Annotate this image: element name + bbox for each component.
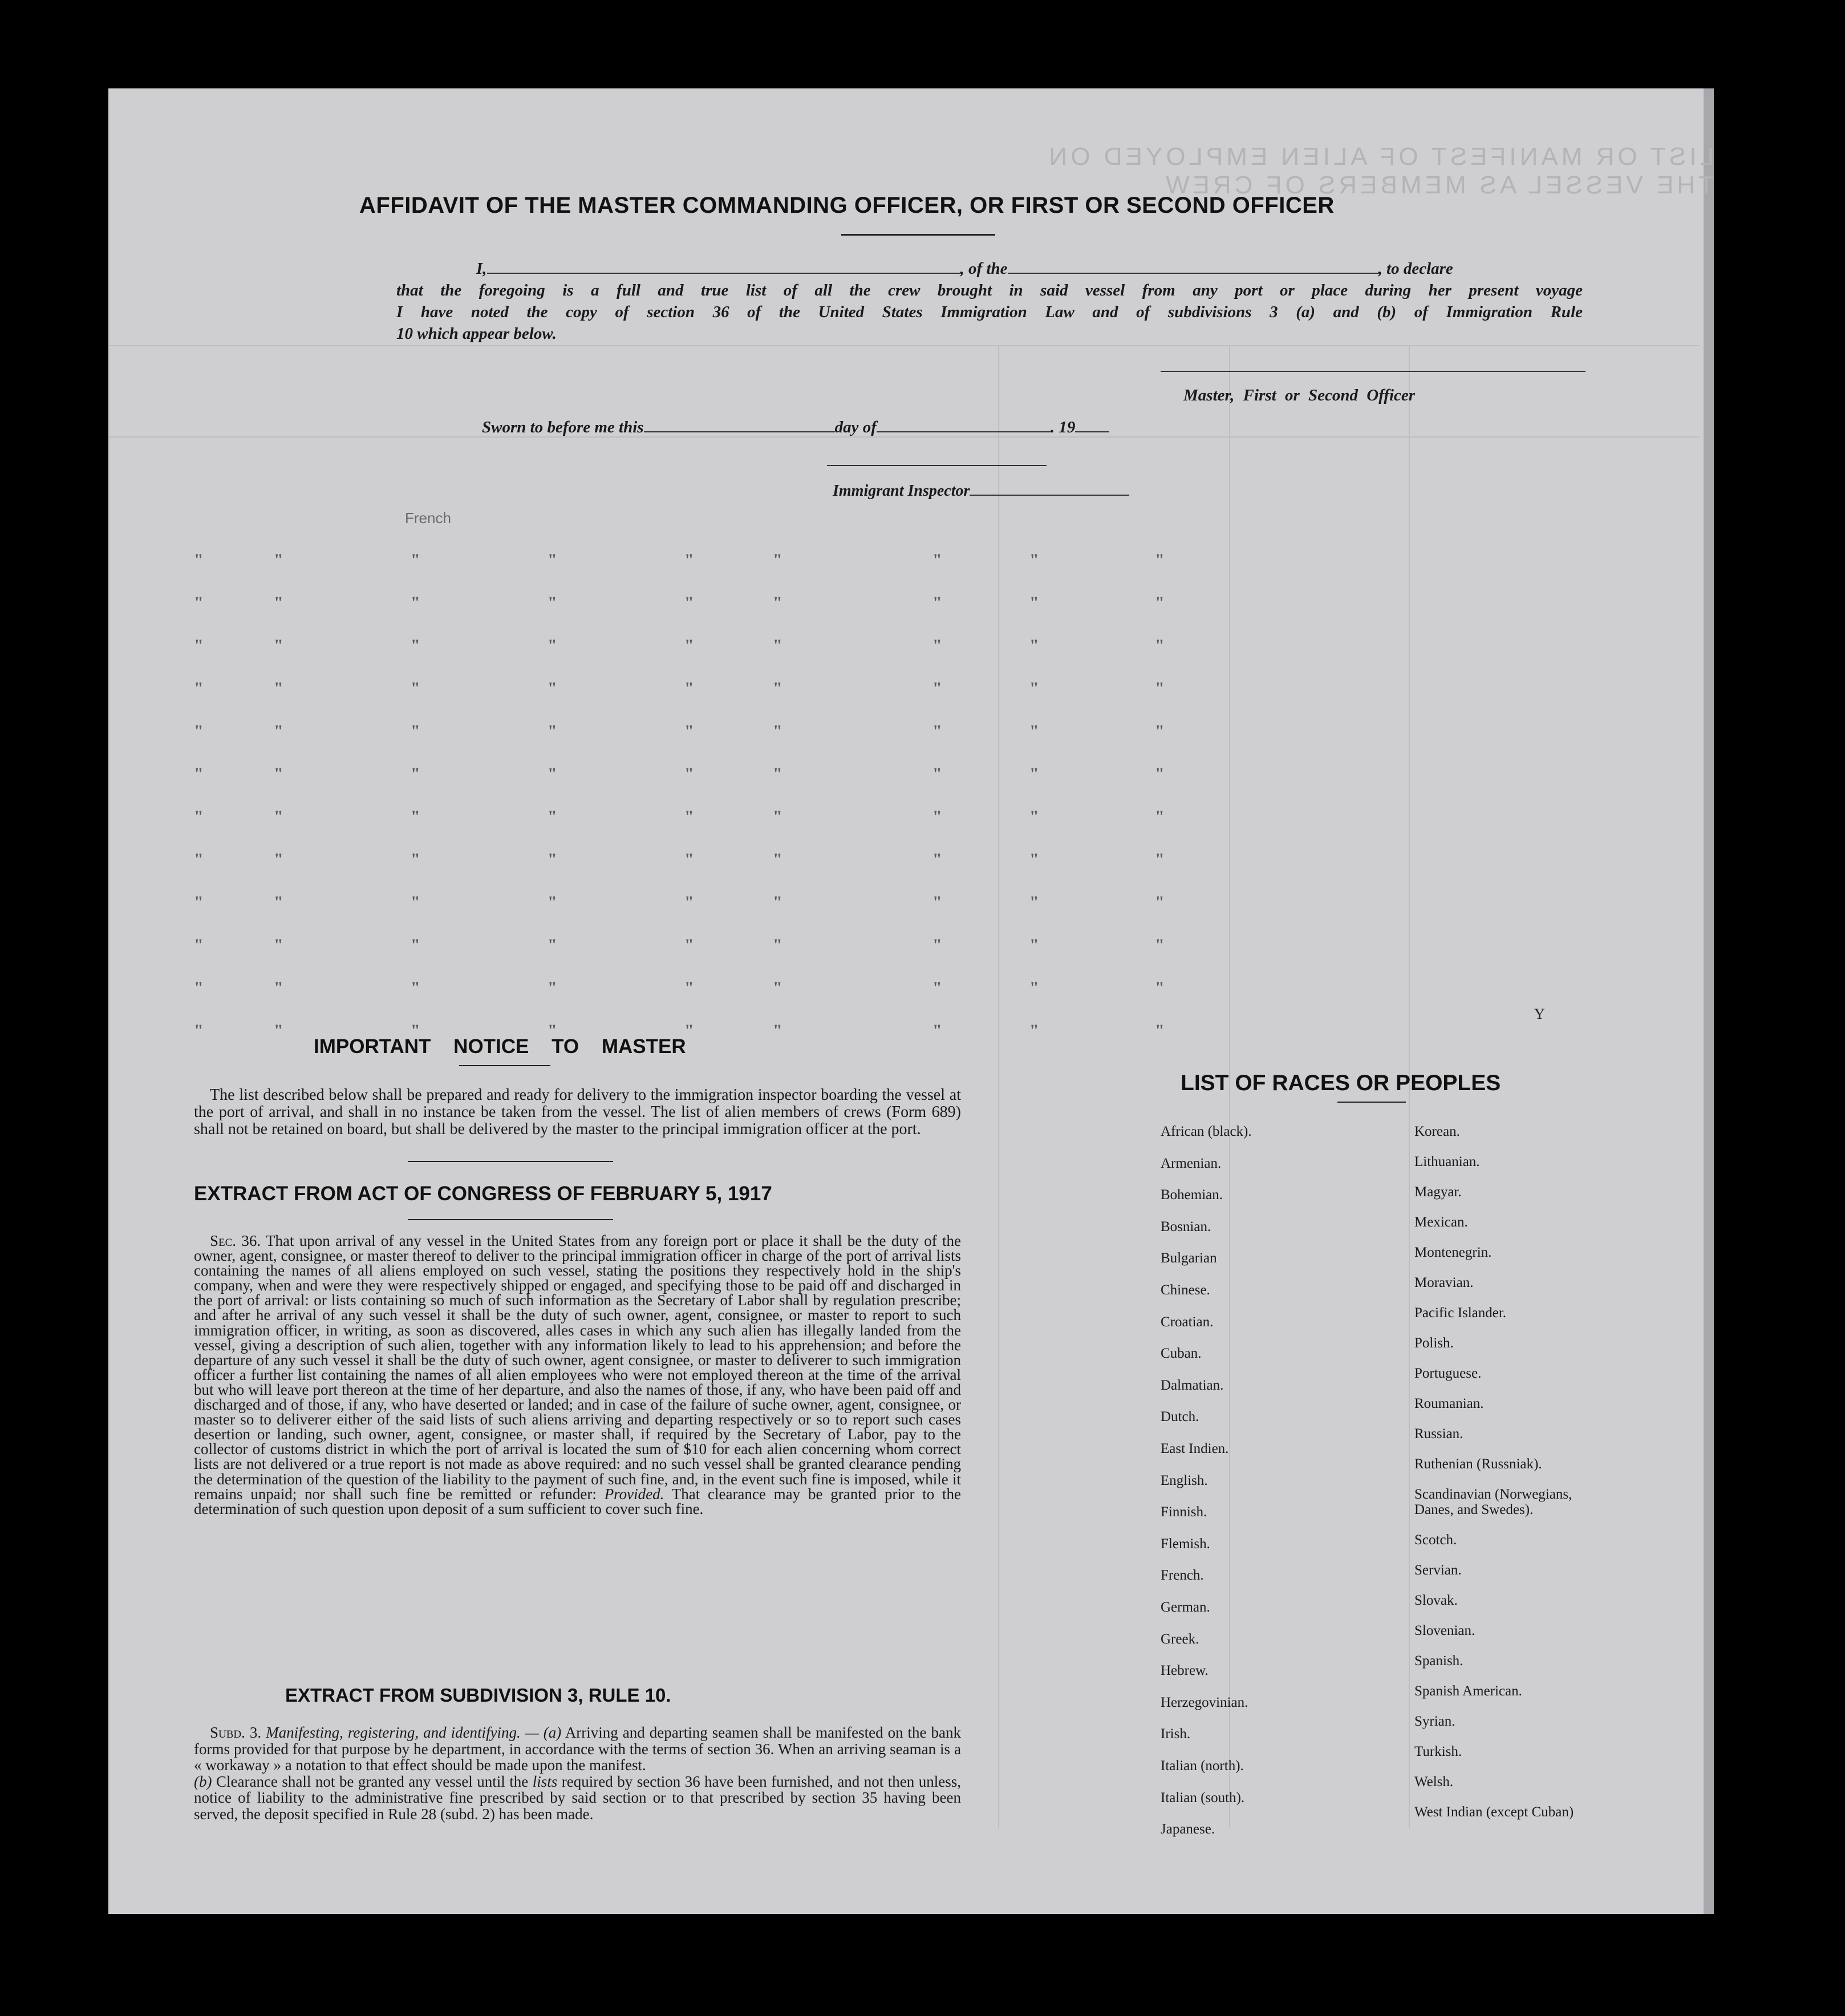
affidavit-line4: 10 which appear below.: [396, 325, 557, 343]
ditto-mark: ": [1155, 807, 1165, 826]
ditto-mark: ": [684, 1021, 694, 1040]
vessel-blank: [1008, 273, 1378, 274]
races-title-rule: [1337, 1102, 1406, 1103]
ditto-mark: ": [773, 936, 782, 954]
ditto-mark: ": [684, 850, 694, 869]
race-item: Bosnian.: [1161, 1218, 1211, 1234]
ditto-mark: ": [548, 1021, 557, 1040]
race-item: Herzegovinian.: [1161, 1694, 1248, 1710]
ditto-mark: ": [773, 807, 782, 826]
ditto-mark: ": [274, 764, 283, 783]
ditto-mark: ": [932, 850, 942, 869]
inspector-signature-line: [827, 465, 1047, 466]
ditto-mark: ": [411, 807, 420, 826]
race-item: Syrian.: [1414, 1714, 1455, 1729]
race-item: Finnish.: [1161, 1504, 1207, 1520]
race-item: Scandinavian (Norwegians,: [1414, 1487, 1572, 1502]
affidavit-line3: I have noted the copy of section 36 of the United States Immigration Law and of subdivisions 3 (a) and (b) of Immigration Rule: [396, 303, 1583, 321]
extract-rule-title: EXTRACT FROM SUBDIVISION 3, RULE 10.: [285, 1685, 671, 1706]
punch-hole: [1751, 279, 1774, 302]
notice-title: [314, 1035, 686, 1058]
ditto-mark: ": [773, 593, 782, 612]
ditto-mark: ": [194, 679, 204, 698]
race-item: Croatian.: [1161, 1314, 1214, 1330]
race-item: Dutch.: [1161, 1409, 1199, 1425]
title-rule: [841, 234, 995, 236]
punch-hole: [1750, 1335, 1773, 1358]
ditto-mark: ": [684, 550, 694, 569]
punch-hole: [1750, 365, 1773, 387]
ditto-mark: ": [684, 722, 694, 740]
punch-hole: [1750, 728, 1773, 751]
race-item: German.: [1161, 1600, 1210, 1615]
ditto-mark: ": [1155, 936, 1165, 954]
ditto-mark: ": [1029, 550, 1039, 569]
ditto-mark: ": [773, 722, 782, 740]
affidavit-title: AFFIDAVIT OF THE MASTER COMMANDING OFFICER, OR FIRST OR SECOND OFFICER: [359, 193, 1335, 218]
ditto-mark: ": [274, 850, 283, 869]
race-item: Ruthenian (Russniak).: [1414, 1456, 1542, 1472]
ditto-mark: ": [1029, 978, 1039, 997]
ditto-mark: ": [773, 978, 782, 997]
ditto-mark: ": [548, 764, 557, 783]
ditto-mark: ": [1155, 893, 1165, 912]
extract-rule-subd-heading: Manifesting, registering, and identifying.: [266, 1724, 521, 1741]
ditto-mark: ": [932, 550, 942, 569]
race-item: Turkish.: [1414, 1744, 1462, 1759]
ditto-mark: ": [932, 978, 942, 997]
ditto-mark: ": [773, 550, 782, 569]
ditto-mark: ": [194, 893, 204, 912]
ditto-mark: ": [274, 636, 283, 655]
punch-hole: [1750, 1610, 1773, 1633]
race-item: Slovenian.: [1414, 1623, 1475, 1638]
extract-act-body: That upon arrival of any vessel in the United States from any foreign port or place it shall be the duty of the owner, agent, consignee, or master thereof to deliver to the principal immigration officer in charge of the port of arrival lists containing the names of all aliens employed on such vessel, stating the positions they respectively hold in the ship's company, when and were they were respectively shipped or engaged, and specifying those to be paid off and discharged in the port of arrival: or lists containing so much of such information as the Secretary of Labor shall by regulation prescribe; and after he arrival of any such vessel it shall be the duty of such owner, agent, consignee, or master to report to such immigration officer, in writing, as soon as discovered, alles cases in which any such alien has illegally landed from the vessel, giving a description of such alien, together with any information likely to lead to his apprehension; and before the departure of any such vessel it shall be the duty of such owner, agent consignee, or master to deliverer to such immigration officer a further list containing the names of all alien employees who were not employed thereon at the time of the arrival but who will leave port thereon at the time of her departure, and also the names of those, if any, who have been paid off and discharged and of those, if any, who have deserted or landed; and in case of the failure of suche owner, agent, consignee, or master so to deliverer either of the said lists of such aliens arriving and departing respectively or so to report such cases desertion or landing, such owner, agent, consignee, or master shall, if required by the Secretary of Labor, pay to the collector of customs district in which the port of arrival is located the sum of $10 for each alien concerning whom correct lists are not delivered or a true report is not made as above required: and no such vessel shall be granted clearance pending the determination of the question of the liability to the payment of such fine, and, in the event such fine is imposed, while it remains unpaid; nor shall such fine be remitted or refunder:: [194, 1232, 962, 1503]
race-item: French.: [1161, 1568, 1204, 1584]
race-item: Lithuanian.: [1414, 1154, 1480, 1169]
punch-hole: [1727, 196, 1750, 218]
ditto-mark: ": [1155, 764, 1165, 783]
ditto-mark: ": [548, 550, 557, 569]
race-item: Bohemian.: [1161, 1187, 1223, 1203]
extract-rule-text: [194, 1724, 961, 1822]
race-item: Servian.: [1414, 1562, 1462, 1578]
signature-label: Master, First or Second Officer: [1183, 386, 1416, 404]
ditto-mark: ": [194, 722, 204, 740]
ditto-mark: ": [1029, 722, 1039, 740]
ditto-mark: ": [194, 936, 204, 954]
ditto-mark: ": [932, 722, 942, 740]
ditto-mark: ": [932, 1021, 942, 1040]
affidavit-to-declare: , to declare: [1378, 260, 1453, 278]
sworn-date-blank: [644, 431, 835, 432]
ditto-mark: ": [684, 636, 694, 655]
notice-title-notice: NOTICE: [453, 1035, 529, 1058]
extract-rule-a-label: — (a): [525, 1724, 562, 1741]
sworn-day-label: day of: [834, 418, 877, 436]
ditto-mark: ": [773, 1021, 782, 1040]
notice-title-important: IMPORTANT: [314, 1035, 431, 1058]
bleed-through-header: LIST OR MANIFEST OF ALIEN EMPLOYED ON THE VESSEL AS MEMBERS OF CREW: [1045, 143, 1714, 199]
race-item: Polish.: [1414, 1335, 1454, 1351]
ditto-mark: ": [548, 978, 557, 997]
affidavit-line1: [476, 260, 1453, 278]
sworn-month-blank: [877, 431, 1051, 432]
ditto-mark: ": [194, 636, 204, 655]
ditto-mark: ": [194, 978, 204, 997]
ditto-mark: ": [773, 679, 782, 698]
race-item: Mexican.: [1414, 1215, 1468, 1230]
ditto-mark: ": [274, 936, 283, 954]
race-item: Flemish.: [1161, 1536, 1210, 1552]
bleed-through-french: French: [405, 509, 451, 527]
ditto-mark: ": [773, 636, 782, 655]
ditto-mark: ": [411, 850, 420, 869]
race-item: Welsh.: [1414, 1774, 1454, 1790]
ditto-mark: ": [1155, 679, 1165, 698]
ditto-mark: ": [274, 807, 283, 826]
race-item: Spanish.: [1414, 1653, 1463, 1669]
sworn-prefix: Sworn to before me this: [482, 418, 644, 436]
ditto-mark: ": [548, 807, 557, 826]
ditto-mark: ": [548, 593, 557, 612]
ditto-mark: ": [411, 936, 420, 954]
races-title-list-of: LIST OF: [1181, 1071, 1266, 1095]
race-item: Greek.: [1161, 1631, 1199, 1647]
ditto-mark: ": [932, 893, 942, 912]
ditto-mark: ": [274, 1021, 283, 1040]
ditto-mark: ": [411, 679, 420, 698]
ditto-mark: ": [1029, 679, 1039, 698]
ditto-mark: ": [194, 1021, 204, 1040]
race-item: West Indian (except Cuban): [1414, 1804, 1574, 1820]
punch-hole: [1750, 1697, 1773, 1719]
race-item: Danes, and Swedes).: [1414, 1502, 1534, 1517]
ditto-mark: ": [684, 978, 694, 997]
extract-rule-a-text: Arriving and departing seamen shall be manifested on the bank forms provided for that purpose by he department, in accordance with the terms of section 36. When an arriving seaman is a « workaway » a notation to that effect should be made upon the manifest.: [194, 1724, 962, 1774]
punch-hole: [1721, 265, 1744, 288]
race-item: Hebrew.: [1161, 1663, 1209, 1679]
ditto-mark: ": [274, 679, 283, 698]
race-item: Magyar.: [1414, 1184, 1462, 1200]
affidavit-line2: that the foregoing is a full and true list of all the crew brought in said vessel from any port or place during her present voyage: [396, 281, 1583, 299]
document-page: [108, 88, 1714, 1914]
ditto-mark: ": [274, 893, 283, 912]
ditto-mark: ": [1029, 893, 1039, 912]
races-title-races: RACES: [1272, 1071, 1350, 1095]
page-edge-shadow: [1704, 88, 1714, 1914]
ditto-mark: ": [1029, 764, 1039, 783]
extract-act-proviso-label: Provided.: [604, 1485, 664, 1503]
ditto-mark: ": [684, 764, 694, 783]
notice-bottom-rule: [408, 1161, 613, 1162]
ditto-mark: ": [411, 978, 420, 997]
extract-rule-b-post: required by section 36 have been furnished, and not then unless, notice of liability to the administrative fine prescribed by said section or to that prescribed by section 35 having been served, the deposit specified in Rule 28 (subd. 2) has been made.: [194, 1772, 962, 1823]
notice-title-to: TO: [552, 1035, 579, 1058]
ditto-mark: ": [548, 936, 557, 954]
ditto-mark: ": [1029, 936, 1039, 954]
name-blank: [487, 273, 960, 274]
race-item: Cuban.: [1161, 1346, 1202, 1362]
race-item: Portuguese.: [1414, 1366, 1482, 1381]
sworn-year-label: . 19: [1050, 418, 1076, 436]
race-item: Russian.: [1414, 1426, 1463, 1442]
extract-rule-b-pre: Clearance shall not be granted any vessel until the: [216, 1772, 529, 1790]
ditto-mark: ": [1029, 850, 1039, 869]
extract-rule-b-lists: lists: [532, 1772, 558, 1790]
ditto-mark: ": [194, 764, 204, 783]
extract-act-title: EXTRACT FROM ACT OF CONGRESS OF FEBRUARY 5, 1917: [194, 1183, 772, 1205]
ditto-mark: ": [548, 679, 557, 698]
bleed-through-mark: Y: [1534, 1006, 1545, 1022]
ditto-mark: ": [548, 850, 557, 869]
inspector-line: [833, 482, 1129, 500]
ditto-mark: ": [684, 679, 694, 698]
ditto-mark: ": [1155, 1021, 1165, 1040]
inspector-blank: [970, 495, 1129, 496]
ditto-mark: ": [773, 893, 782, 912]
race-item: African (black).: [1161, 1124, 1252, 1139]
ditto-mark: ": [411, 593, 420, 612]
notice-rule: [459, 1065, 550, 1066]
race-item: Bulgarian: [1161, 1250, 1217, 1266]
extract-act-section-label: Sec. 36.: [210, 1232, 261, 1249]
ditto-mark: ": [411, 764, 420, 783]
extract-rule-subd-label: Subd. 3.: [210, 1724, 262, 1741]
extract-act-proviso-text: That clearance may be granted prior to the determination of such question upon deposit of a sum sufficient to cover such fine.: [194, 1485, 962, 1517]
ditto-mark: ": [932, 807, 942, 826]
ditto-mark: ": [411, 722, 420, 740]
ditto-mark: ": [411, 1021, 420, 1040]
ditto-mark: ": [1029, 636, 1039, 655]
ditto-mark: ": [932, 636, 942, 655]
race-item: English.: [1161, 1472, 1208, 1488]
ditto-mark: ": [411, 893, 420, 912]
ditto-mark: ": [274, 978, 283, 997]
race-item: Italian (south).: [1161, 1790, 1245, 1806]
extract-rule-b-label: (b): [194, 1772, 212, 1790]
races-title-or-peoples: OR PEOPLES: [1356, 1071, 1501, 1095]
punch-hole: [1750, 642, 1773, 665]
race-item: Montenegrin.: [1414, 1245, 1492, 1260]
race-item: Moravian.: [1414, 1275, 1474, 1290]
ditto-mark: ": [411, 636, 420, 655]
signature-line: [1161, 371, 1586, 372]
ditto-mark: ": [411, 550, 420, 569]
ditto-mark: ": [932, 764, 942, 783]
races-title: [1181, 1071, 1501, 1096]
sworn-line: [482, 418, 1109, 437]
notice-title-master: MASTER: [601, 1035, 686, 1058]
ditto-mark: ": [274, 550, 283, 569]
affidavit-of-the: , of the: [960, 260, 1008, 278]
ditto-mark: ": [932, 593, 942, 612]
ditto-mark: ": [1155, 722, 1165, 740]
ditto-mark: ": [194, 550, 204, 569]
bleed-grid-line: [998, 345, 999, 1828]
ditto-mark: ": [1155, 850, 1165, 869]
sworn-year-blank: [1075, 431, 1109, 432]
race-item: Korean.: [1414, 1124, 1460, 1139]
ditto-mark: ": [932, 936, 942, 954]
race-item: Italian (north).: [1161, 1758, 1244, 1774]
race-item: Dalmatian.: [1161, 1377, 1224, 1393]
race-item: Chinese.: [1161, 1282, 1210, 1298]
extract-act-rule: [408, 1219, 613, 1220]
race-item: Armenian.: [1161, 1155, 1222, 1171]
bleed-grid-line: [108, 345, 1700, 346]
race-item: Pacific Islander.: [1414, 1305, 1507, 1321]
ditto-mark: ": [548, 636, 557, 655]
ditto-mark: ": [1155, 636, 1165, 655]
extract-act-text: [194, 1233, 961, 1516]
ditto-mark: ": [194, 807, 204, 826]
ditto-mark: ": [1029, 807, 1039, 826]
punch-hole: [1750, 1249, 1773, 1272]
ditto-mark: ": [773, 764, 782, 783]
race-item: Slovak.: [1414, 1593, 1458, 1608]
race-item: Spanish American.: [1414, 1683, 1522, 1699]
ditto-mark: ": [548, 722, 557, 740]
notice-text: The list described below shall be prepared and ready for delivery to the immigration inspector boarding the vessel at the port of arrival, and shall in no instance be taken from the vessel. The list of alien members of crews (Form 689) shall not be retained on board, but shall be delivered by the master to the principal immigration officer at the port.: [194, 1086, 961, 1138]
ditto-mark: ": [932, 679, 942, 698]
ditto-mark: ": [1155, 550, 1165, 569]
race-item: Japanese.: [1161, 1821, 1215, 1837]
ditto-mark: ": [274, 722, 283, 740]
ditto-mark: ": [684, 593, 694, 612]
ditto-mark: ": [684, 936, 694, 954]
race-item: Irish.: [1161, 1726, 1191, 1742]
ditto-mark: ": [194, 593, 204, 612]
ditto-mark: ": [773, 850, 782, 869]
inspector-label: Immigrant Inspector: [833, 482, 970, 500]
race-item: Scotch.: [1414, 1532, 1457, 1548]
ditto-mark: ": [1029, 1021, 1039, 1040]
ditto-mark: ": [1155, 978, 1165, 997]
ditto-mark: ": [194, 850, 204, 869]
ditto-mark: ": [548, 893, 557, 912]
ditto-mark: ": [1155, 593, 1165, 612]
ditto-mark: ": [1029, 593, 1039, 612]
ditto-mark: ": [274, 593, 283, 612]
race-item: East Indien.: [1161, 1441, 1229, 1456]
race-item: Roumanian.: [1414, 1396, 1484, 1411]
ditto-mark: ": [684, 807, 694, 826]
ditto-mark: ": [684, 893, 694, 912]
affidavit-i: I,: [476, 260, 487, 278]
